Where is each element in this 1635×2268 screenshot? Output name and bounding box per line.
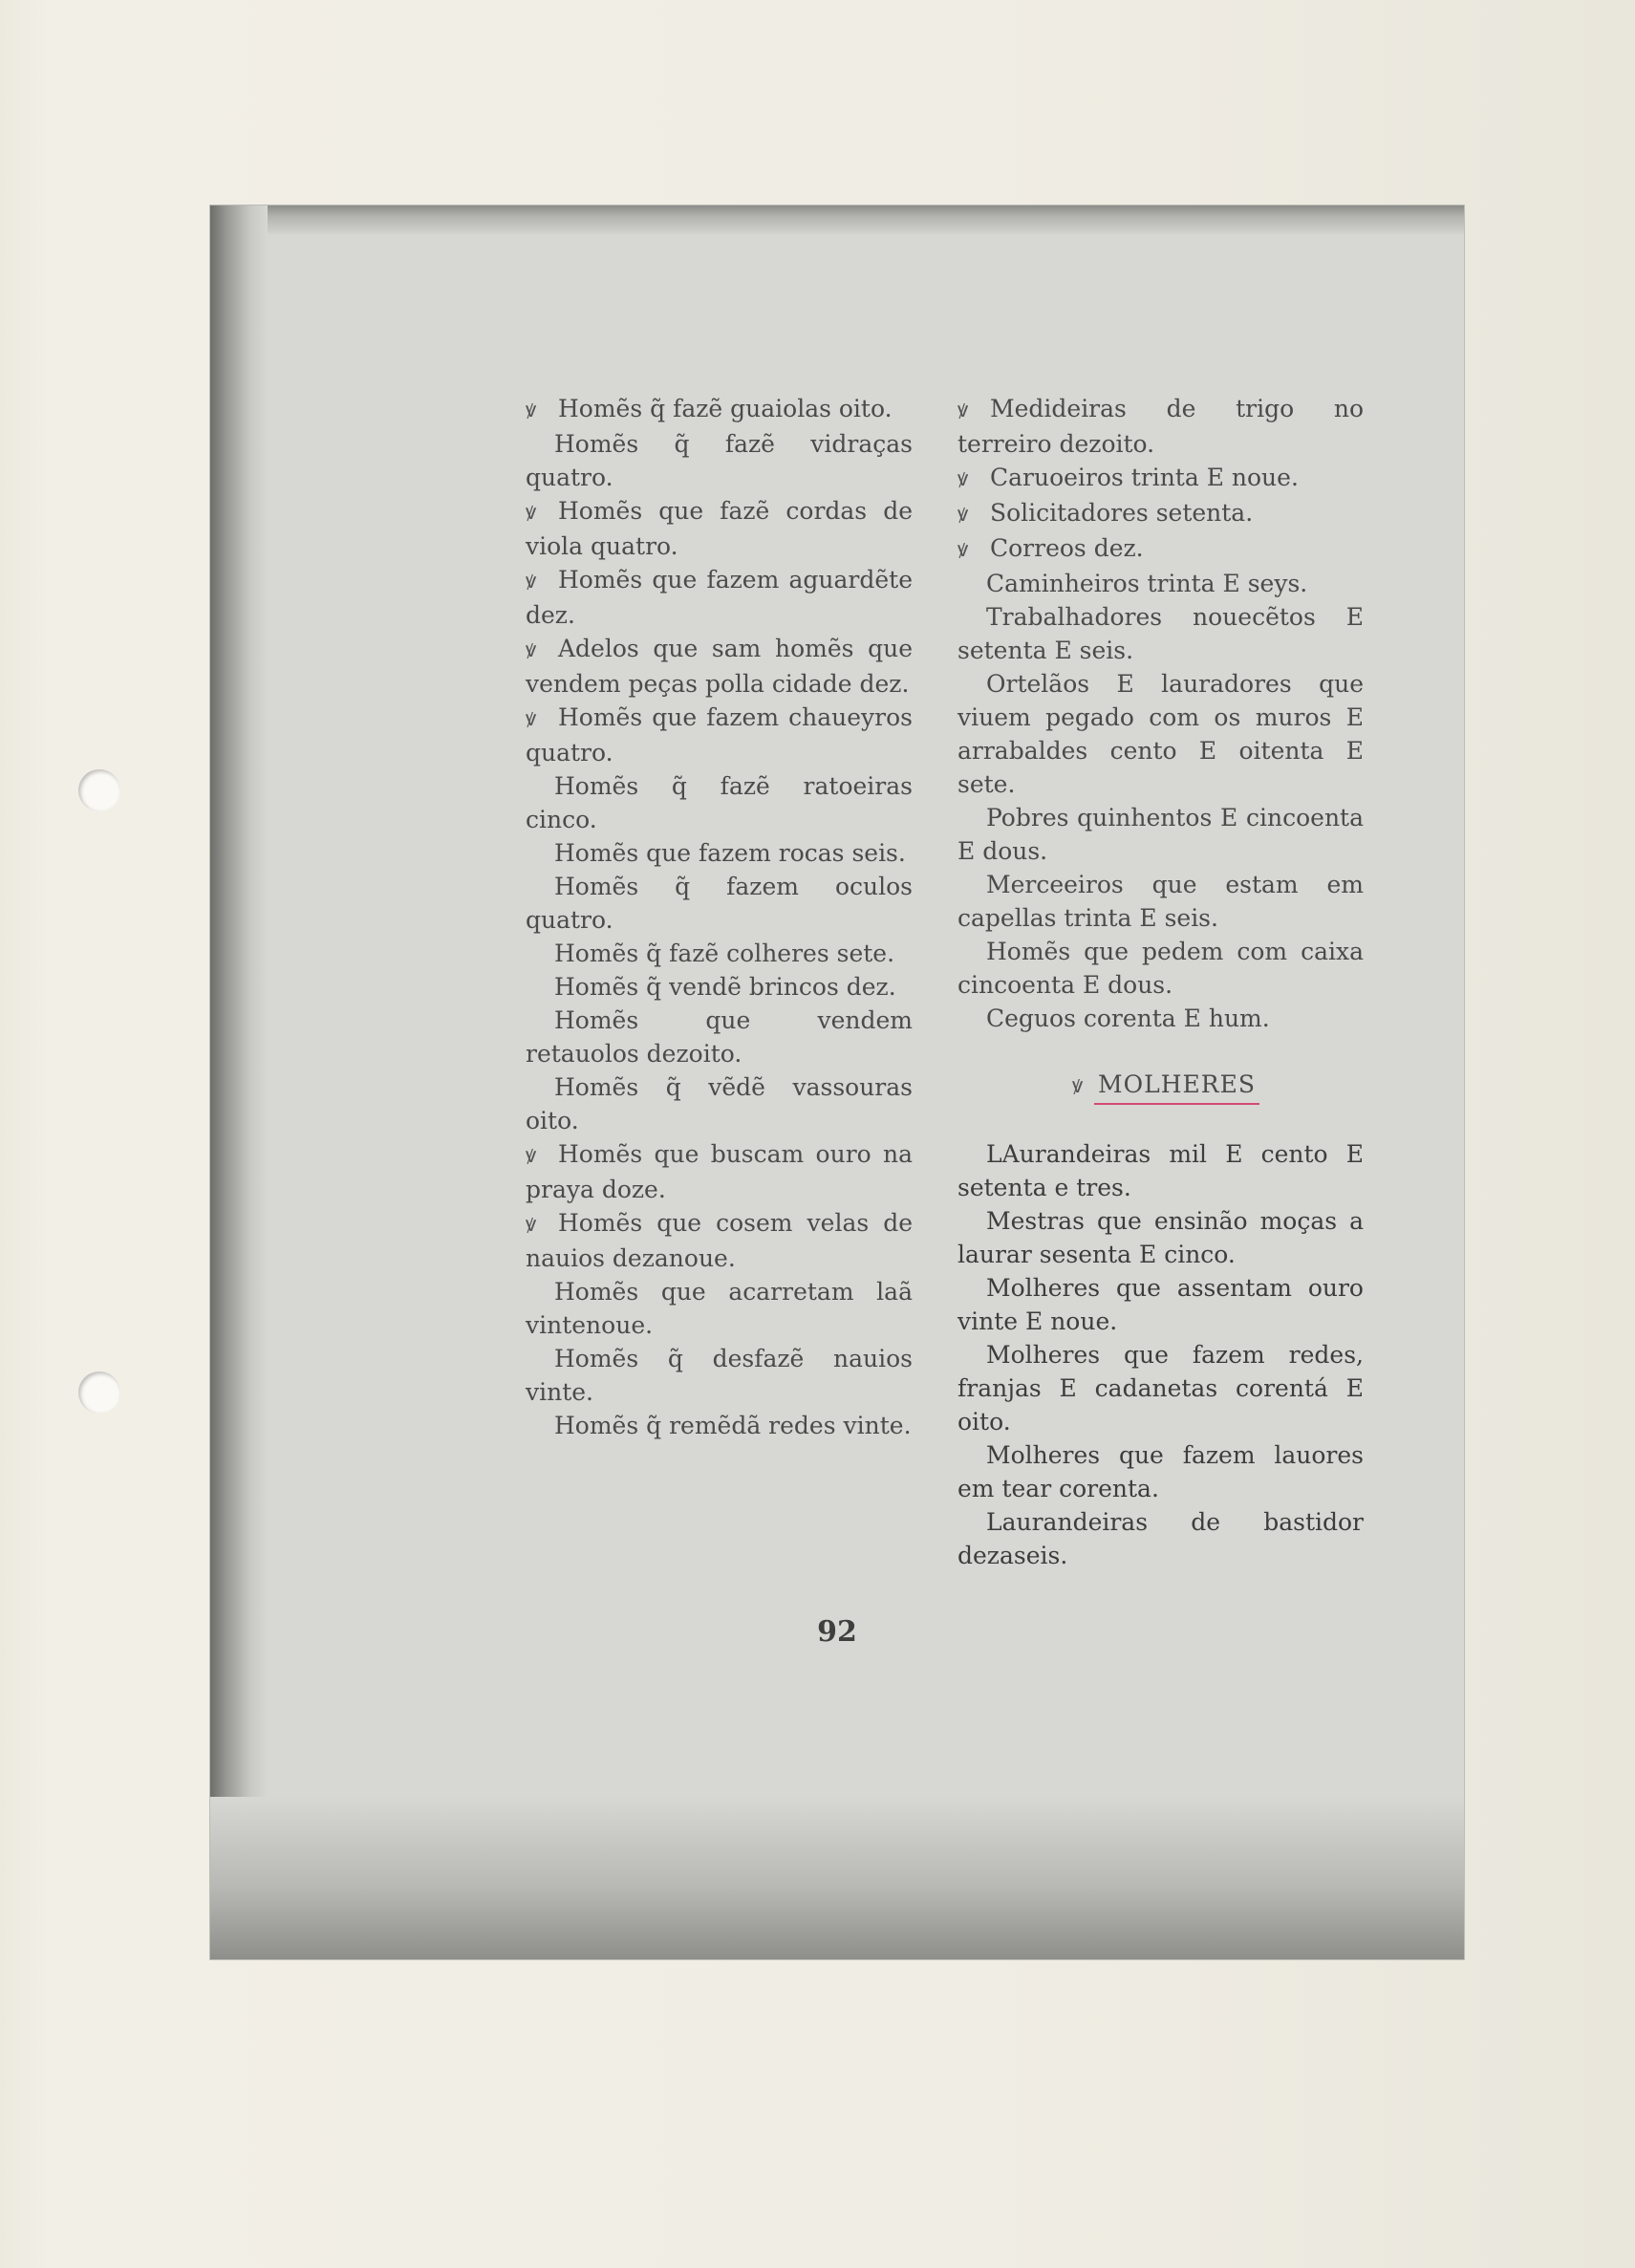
text-entry: [526, 427, 913, 494]
entry-text: Homẽs que fazẽ cordas de viola quatro.: [526, 497, 913, 560]
text-entry: [526, 1275, 913, 1342]
entry-text: Homẽs que pedem com caixa cincoenta E dous.: [957, 938, 1364, 999]
text-entry: [957, 567, 1364, 600]
paragraph-mark-icon: ꝟ: [957, 467, 969, 491]
text-entry: [957, 1438, 1364, 1505]
entry-text: Medideiras de trigo no terreiro dezoito.: [957, 395, 1364, 458]
section-heading-text: MOLHERES: [1094, 1068, 1259, 1105]
text-entry: [957, 461, 1364, 496]
entry-text: Merceeiros que estam em capellas trinta E seis.: [957, 871, 1364, 932]
text-entry: [526, 701, 913, 769]
entry-text: Homẽs q̃ fazẽ vidraças quatro.: [526, 430, 913, 491]
text-entry: [957, 1338, 1364, 1438]
paragraph-mark-icon: ꝟ: [526, 570, 537, 594]
paragraph-mark-icon: ꝟ: [526, 1144, 537, 1168]
entry-text: Homẽs q̃ fazem oculos quatro.: [526, 873, 913, 934]
text-entry: [526, 494, 913, 563]
entry-text: Homẽs q̃ fazẽ guaiolas oito.: [558, 395, 893, 422]
page-number: 92: [817, 1615, 857, 1649]
paragraph-mark-icon: ꝟ: [957, 399, 969, 422]
text-entry: [957, 868, 1364, 935]
entry-text: Homẽs q̃ desfazẽ nauios vinte.: [526, 1345, 913, 1406]
paragraph-mark-icon: ꝟ: [526, 399, 537, 422]
entry-text: Homẽs q̃ vẽdẽ vassouras oito.: [526, 1073, 913, 1134]
text-entry: [526, 1409, 913, 1442]
text-entry: [957, 935, 1364, 1002]
entry-text: Mestras que ensinão moças a laurar sesenta E cinco.: [957, 1207, 1364, 1268]
entry-text: Laurandeiras de bastidor dezaseis.: [957, 1508, 1364, 1569]
entry-text: Caruoeiros trinta E noue.: [990, 464, 1299, 491]
copy-shadow-left: [210, 205, 268, 1959]
text-entry: [957, 1137, 1364, 1204]
entry-text: Homẽs que vendem retauolos dezoito.: [526, 1006, 913, 1068]
text-entry: [526, 632, 913, 701]
entry-text: Molheres que fazem lauores em tear corenta.: [957, 1441, 1364, 1502]
entry-text: Correos dez.: [990, 534, 1144, 562]
entry-text: Solicitadores setenta.: [990, 499, 1254, 527]
entry-text: Homẽs que acarretam laã vintenoue.: [526, 1278, 913, 1339]
text-entry: [526, 870, 913, 937]
entry-text: Pobres quinhentos E cincoenta E dous.: [957, 804, 1364, 865]
paragraph-mark-icon: ꝟ: [526, 707, 537, 731]
text-entry: [957, 600, 1364, 667]
text-entry: [526, 1137, 913, 1206]
entry-text: Homẽs que fazem aguardẽte dez.: [526, 566, 913, 629]
text-entry: [957, 1505, 1364, 1572]
entry-text: Caminheiros trinta E seys.: [986, 570, 1308, 597]
entry-text: LAurandeiras mil E cento E setenta e tres.: [957, 1140, 1364, 1201]
entry-text: Homẽs que cosem velas de nauios dezanoue.: [526, 1209, 913, 1272]
entry-text: Homẽs q̃ vendẽ brincos dez.: [554, 973, 896, 1001]
paragraph-mark-icon: ꝟ: [957, 538, 969, 562]
entry-text: Molheres que fazem redes, franjas E cadanetas corentá E oito.: [957, 1341, 1364, 1436]
punch-hole-bottom: [78, 1372, 120, 1414]
text-entry: [957, 667, 1364, 801]
section-heading: [957, 1068, 1364, 1105]
left-text-column: [526, 392, 913, 1442]
right-text-column: [957, 392, 1364, 1572]
text-entry: [526, 1004, 913, 1070]
text-entry: [957, 531, 1364, 567]
text-entry: [526, 1206, 913, 1275]
paragraph-mark-icon: ꝟ: [526, 1213, 537, 1237]
text-entry: [526, 836, 913, 870]
text-entry: [526, 392, 913, 427]
entry-text: Ceguos corenta E hum.: [986, 1004, 1270, 1032]
entry-text: Adelos que sam homẽs que vendem peças polla cidade dez.: [526, 635, 913, 698]
paragraph-mark-icon: ꝟ: [1071, 1074, 1085, 1098]
paragraph-mark-icon: ꝟ: [526, 638, 537, 662]
text-entry: [526, 1342, 913, 1409]
punch-hole-top: [78, 769, 120, 811]
text-entry: [526, 1070, 913, 1137]
entry-text: Homẽs q̃ fazẽ ratoeiras cinco.: [526, 772, 913, 833]
entry-text: Homẽs q̃ remẽdã redes vinte.: [554, 1412, 912, 1439]
text-entry: [526, 970, 913, 1004]
text-entry: [957, 1204, 1364, 1271]
entry-text: Ortelãos E lauradores que viuem pegado com os muros E arrabaldes cento E oitenta E sete.: [957, 670, 1364, 798]
text-entry: [526, 769, 913, 836]
text-entry: [957, 1271, 1364, 1338]
text-entry: [957, 392, 1364, 461]
paragraph-mark-icon: ꝟ: [957, 503, 969, 527]
text-entry: [957, 496, 1364, 531]
copy-shadow-top: [210, 205, 1464, 234]
entry-text: Homẽs que fazem rocas seis.: [554, 839, 906, 867]
entry-text: Molheres que assentam ouro vinte E noue.: [957, 1274, 1364, 1335]
entry-text: Trabalhadores nouecẽtos E setenta E seis.: [957, 603, 1364, 664]
text-entry: [526, 937, 913, 970]
entry-text: Homẽs que buscam ouro na praya doze.: [526, 1140, 913, 1203]
photocopied-page: [210, 205, 1464, 1959]
copy-shadow-bottom: [210, 1797, 1464, 1959]
text-entry: [526, 563, 913, 632]
paragraph-mark-icon: ꝟ: [526, 501, 537, 525]
entry-text: Homẽs q̃ fazẽ colheres sete.: [554, 940, 895, 967]
right-entry-list: [957, 392, 1364, 1035]
text-entry: [957, 801, 1364, 868]
entry-text: Homẽs que fazem chaueyros quatro.: [526, 703, 913, 767]
text-entry: [957, 1002, 1364, 1035]
women-entry-list: [957, 1137, 1364, 1572]
